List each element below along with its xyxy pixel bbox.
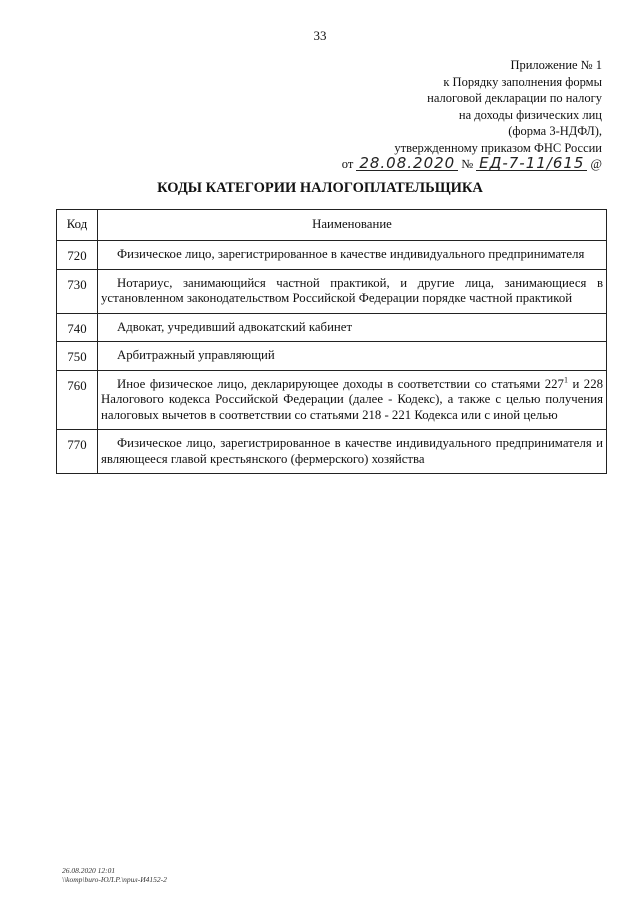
appendix-header (302, 57, 602, 173)
number-prefix: № (461, 157, 474, 171)
page-number: 33 (313, 28, 327, 43)
appendix-line: Приложение № 1 (510, 58, 602, 72)
code-cell: 740 (57, 313, 98, 342)
appendix-line: на доходы физических лиц (458, 107, 602, 122)
table-row (57, 370, 607, 430)
handwritten-order-number: ЕД-7-11/615 (476, 156, 587, 171)
code-cell: 770 (57, 430, 98, 474)
table-row (57, 430, 607, 474)
name-cell: Нотариус, занимающийся частной практикой, и другие лица, занимающиеся в установленном законодательством Российской Федерации порядке частной практикой (98, 269, 607, 313)
appendix-line: (форма 3-НДФЛ), (508, 124, 602, 138)
table-row (57, 313, 607, 342)
table-row (57, 269, 607, 313)
name-cell (98, 370, 607, 430)
order-date-number-line (302, 156, 602, 173)
handwritten-date: 28.08.2020 (356, 156, 458, 171)
table-row (57, 342, 607, 371)
footnote-marker: 1 (563, 375, 568, 385)
category-codes-table (56, 209, 607, 474)
at-sign: @ (590, 157, 602, 171)
appendix-line: к Порядку заполнения формы (443, 74, 602, 89)
appendix-line: утвержденному приказом ФНС России (394, 140, 602, 155)
name-cell: Арбитражный управляющий (98, 342, 607, 371)
code-cell: 750 (57, 342, 98, 371)
table-header-row (57, 210, 607, 241)
name-text-part: Иное физическое лицо, декларирующее доходы в соответствии со статьями 227 (117, 376, 564, 391)
file-footer (62, 866, 167, 884)
code-cell: 730 (57, 269, 98, 313)
name-cell: Физическое лицо, зарегистрированное в качестве индивидуального предпринимателя и являющееся главой крестьянского (фермерского) хозяйства (98, 430, 607, 474)
table-row (57, 241, 607, 270)
appendix-line: налоговой декларации по налогу (427, 91, 602, 105)
footer-timestamp: 26.08.2020 12:01 (62, 866, 116, 875)
name-cell: Физическое лицо, зарегистрированное в качестве индивидуального предпринимателя (98, 241, 607, 270)
date-prefix: от (341, 157, 354, 171)
name-cell: Адвокат, учредивший адвокатский кабинет (98, 313, 607, 342)
code-cell: 720 (57, 241, 98, 270)
header-name: Наименование (98, 210, 607, 241)
header-code: Код (57, 210, 98, 241)
document-title: КОДЫ КАТЕГОРИИ НАЛОГОПЛАТЕЛЬЩИКА (157, 180, 483, 196)
code-cell: 760 (57, 370, 98, 430)
footer-file-path: \\komp\buro-ЮЛ.Р.\прил-И4152-2 (62, 875, 167, 884)
name-text-part: и 228 Налогового кодекса Российской Федерации (далее - Кодекс), а также с целью получения налоговых вычетов в соответствии со статьями 218 - 221 Кодекса или с иной целью (101, 376, 603, 422)
